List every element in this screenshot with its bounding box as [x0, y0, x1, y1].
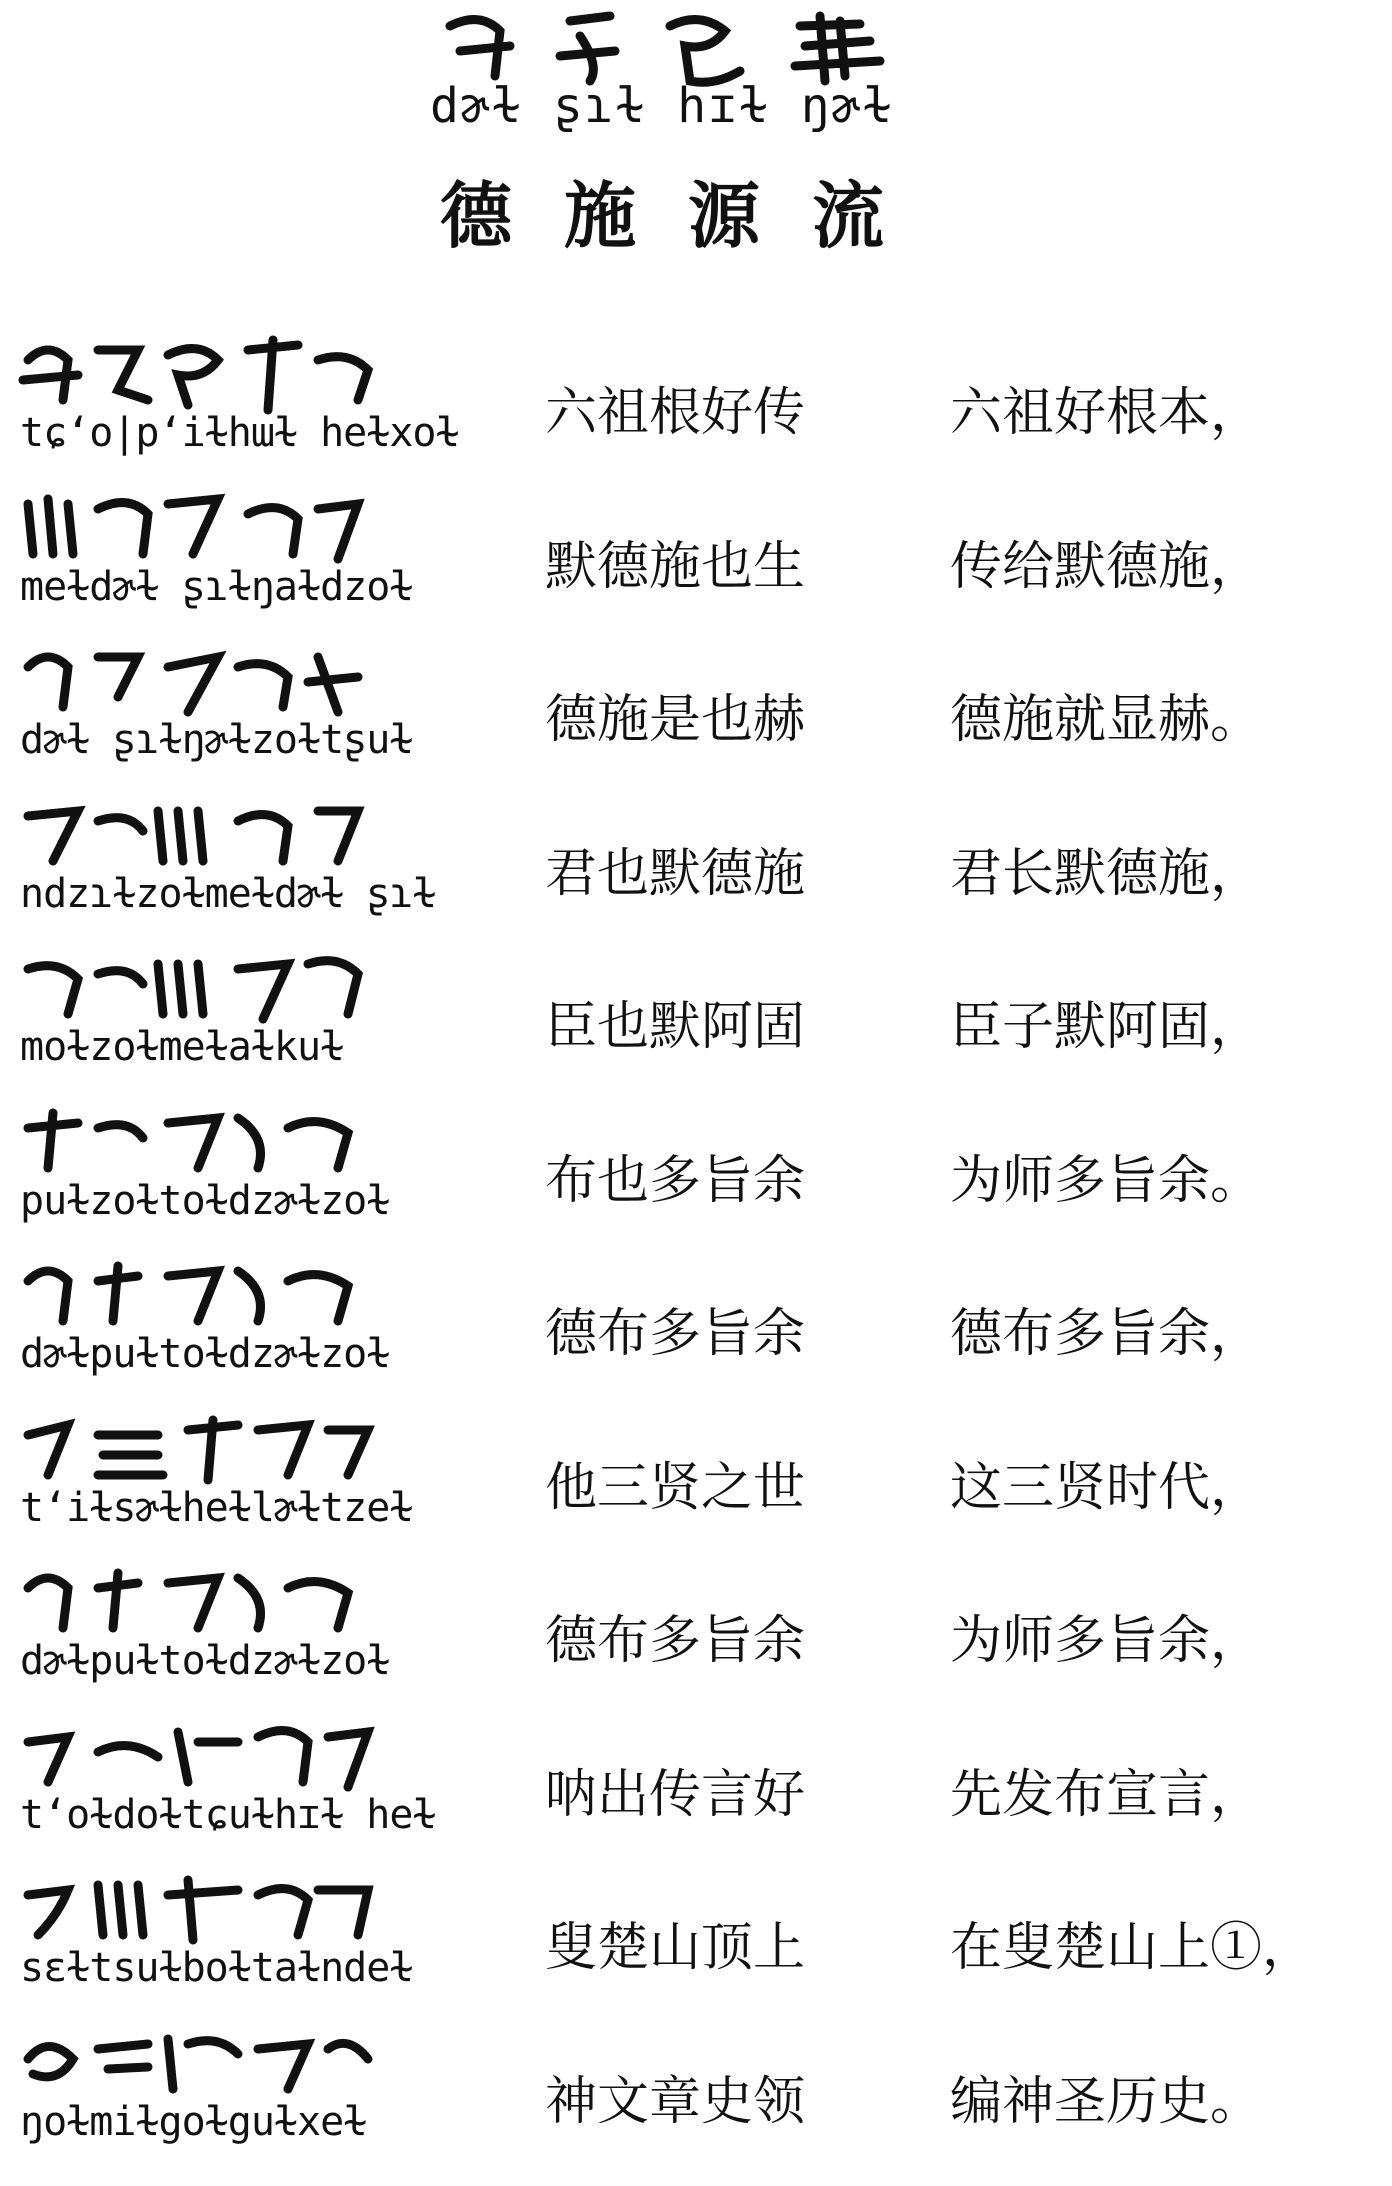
phonetic-transcription: dɚɫpuɫtoɫdzɚɫzoɫ: [20, 1638, 390, 1684]
free-translation: [950, 1598, 1380, 1673]
free-translation-text: 六祖好根本，: [950, 383, 1263, 443]
literal-translation: 君也默德施: [545, 843, 806, 904]
page-title: 德施源流: [440, 173, 937, 258]
phonetic-transcription: ndzɿɫzoɫmeɫdɚɫ ʂɿɫ: [20, 870, 436, 917]
yi-script-glyphs: [18, 1712, 458, 1802]
verse-row: [0, 1405, 1392, 1555]
free-translation: [950, 1905, 1380, 1980]
free-translation: [950, 524, 1380, 599]
yi-script-glyphs: [18, 484, 458, 574]
free-translation-text: 这三贤时代，: [950, 1457, 1263, 1518]
footnote-marker: ①，: [1210, 1918, 1315, 1978]
free-translation: [950, 2059, 1380, 2134]
literal-translation: 布也多旨余: [545, 1150, 806, 1211]
verse-row: [0, 791, 1392, 941]
free-translation: [950, 1752, 1380, 1827]
literal-translation: 德施是也赫: [545, 690, 806, 750]
free-translation-text: 传给默德施，: [950, 536, 1263, 597]
free-translation-text: 德布多旨余，: [950, 1304, 1263, 1364]
yi-script-glyphs: [18, 1405, 458, 1495]
free-translation-text: 臣子默阿固，: [950, 997, 1263, 1057]
yi-script-glyphs: [18, 1098, 458, 1188]
free-translation: [950, 1138, 1380, 1213]
free-translation-text: 在叟楚山上: [950, 1918, 1211, 1978]
yi-script-glyphs: [18, 791, 458, 881]
phonetic-transcription: tɕʻo|pʻiɫhɯɫ heɫxoɫ: [20, 410, 459, 456]
literal-translation: 臣也默阿固: [545, 997, 806, 1057]
verse-row: [0, 484, 1392, 634]
literal-translation: 他三贤之世: [545, 1457, 806, 1518]
free-translation: [950, 1291, 1380, 1366]
yi-script-glyphs: [18, 1865, 458, 1955]
literal-translation: 神文章史领: [545, 2071, 806, 2132]
free-translation: [950, 984, 1380, 1059]
verse-row: [0, 1251, 1392, 1401]
literal-translation: 德布多旨余: [545, 1304, 806, 1364]
verse-row: [0, 1558, 1392, 1708]
verse-row: [0, 330, 1392, 480]
literal-translation: 德布多旨余: [545, 1611, 806, 1671]
free-translation: [950, 370, 1380, 445]
free-translation: [950, 1445, 1380, 1520]
free-translation-text: 先发布宣言，: [950, 1764, 1263, 1825]
phonetic-transcription: tʻoɫdoɫtɕuɫhɪɫ heɫ: [20, 1791, 436, 1838]
phonetic-transcription: sɛɫtsuɫboɫtaɫndeɫ: [20, 1945, 413, 1991]
phonetic-transcription: tʻiɫsɚɫheɫlɚɫtzeɫ: [20, 1484, 413, 1531]
verse-row: [0, 1098, 1392, 1248]
free-translation-text: 为师多旨余。: [950, 1150, 1263, 1211]
literal-translation: 叟楚山顶上: [545, 1918, 806, 1978]
yi-script-glyphs: [18, 944, 458, 1034]
title-phonetic: dɚɫ ʂɿɫ hɪɫ ŋɚɫ: [430, 78, 894, 134]
free-translation-text: 君长默德施，: [950, 843, 1263, 904]
literal-translation: 呐出传言好: [545, 1764, 806, 1825]
verse-row: [0, 1865, 1392, 2015]
free-translation-text: 德施就显赫。: [950, 690, 1263, 750]
phonetic-transcription: dɚɫpuɫtoɫdzɚɫzoɫ: [20, 1331, 390, 1377]
phonetic-transcription: meɫdɚɫ ʂɿɫŋaɫdzoɫ: [20, 563, 413, 610]
yi-script-glyphs: [18, 1251, 458, 1341]
literal-translation: 默德施也生: [545, 536, 806, 597]
free-translation: [950, 831, 1380, 906]
verse-row: [0, 1712, 1392, 1862]
yi-script-glyphs: [18, 637, 458, 727]
literal-translation: 六祖根好传: [545, 383, 806, 443]
free-translation-text: 为师多旨余，: [950, 1611, 1263, 1671]
free-translation-text: 编神圣历史。: [950, 2071, 1263, 2132]
phonetic-transcription: puɫzoɫtoɫdzɚɫzoɫ: [20, 1177, 390, 1224]
title-block: [0, 0, 1392, 260]
free-translation: [950, 677, 1380, 752]
phonetic-transcription: moɫzoɫmeɫaɫkuɫ: [20, 1024, 344, 1070]
yi-script-glyphs: [18, 2019, 458, 2109]
phonetic-transcription: dɚɫ ʂɿɫŋɚɫzoɫtʂuɫ: [20, 717, 413, 763]
yi-script-glyphs: [18, 1558, 458, 1648]
yi-script-glyphs: [18, 330, 458, 420]
verse-row: [0, 944, 1392, 1094]
verse-row: [0, 2019, 1392, 2169]
phonetic-transcription: ŋoɫmiɫgoɫguɫxeɫ: [20, 2098, 367, 2145]
verse-row: [0, 637, 1392, 787]
